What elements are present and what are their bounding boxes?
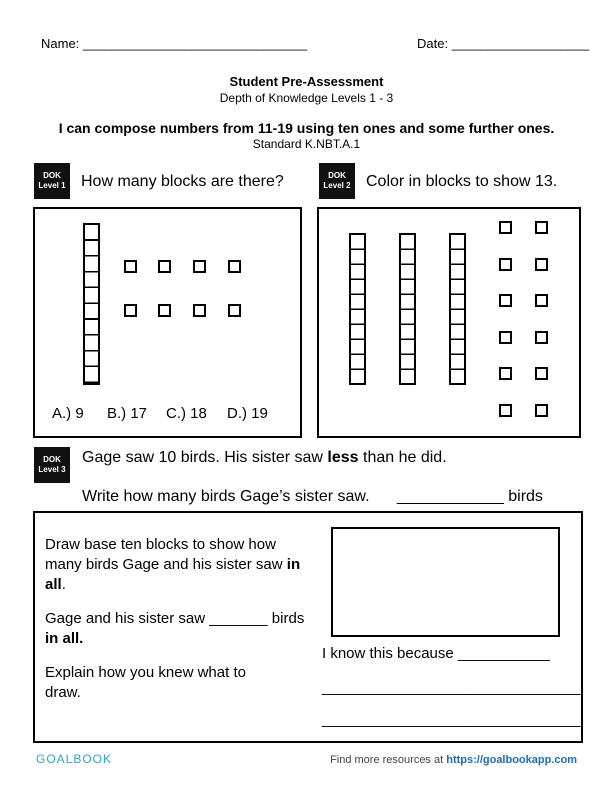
one-block[interactable] bbox=[499, 367, 512, 380]
birds-blank[interactable]: ____________ bbox=[397, 488, 504, 505]
total-sentence: Gage and his sister saw _______ birds in all. bbox=[45, 610, 305, 647]
name-line bbox=[41, 36, 307, 51]
ten-rod[interactable] bbox=[399, 233, 416, 385]
q2-panel bbox=[317, 207, 581, 438]
draw-instructions: Draw base ten blocks to show how many birds Gage and his sister saw in all. bbox=[45, 536, 301, 593]
one-block[interactable] bbox=[499, 294, 512, 307]
one-block[interactable] bbox=[499, 221, 512, 234]
know-because-line[interactable]: I know this because ___________ bbox=[322, 645, 550, 662]
dok-level-2-badge: DOK Level 2 bbox=[319, 163, 355, 199]
one-block[interactable] bbox=[535, 221, 548, 234]
less-emphasis: less bbox=[327, 449, 359, 466]
one-block[interactable] bbox=[499, 404, 512, 417]
choice-a[interactable]: A.) 9 bbox=[52, 405, 84, 422]
drawing-box[interactable] bbox=[331, 527, 560, 637]
footer-link[interactable]: https://goalbookapp.com bbox=[446, 754, 577, 766]
q1-prompt: How many blocks are there? bbox=[81, 173, 284, 190]
footer-text: Find more resources at https://goalbookapp.com bbox=[330, 754, 577, 766]
q3-write-line: Write how many birds Gage’s sister saw. bbox=[82, 488, 370, 505]
answer-line-2[interactable]: _______________________________ bbox=[322, 711, 581, 728]
name-blank[interactable]: _______________________________ bbox=[82, 36, 308, 51]
dok-level-1-badge: DOK Level 1 bbox=[34, 163, 70, 199]
ten-rod[interactable] bbox=[449, 233, 466, 385]
date-line bbox=[417, 36, 589, 51]
date-blank[interactable]: ___________________ bbox=[451, 36, 590, 51]
date-label: Date: bbox=[417, 36, 449, 51]
page-title: Student Pre-Assessment bbox=[229, 74, 384, 89]
name-label: Name: bbox=[41, 36, 80, 51]
one-block[interactable] bbox=[535, 331, 548, 344]
one-block bbox=[193, 260, 206, 273]
explain-prompt: Explain how you knew what to draw. bbox=[45, 664, 246, 701]
one-block bbox=[158, 260, 171, 273]
one-block bbox=[124, 260, 137, 273]
q1-panel bbox=[33, 207, 302, 438]
answer-line-1[interactable]: _______________________________ bbox=[322, 679, 581, 696]
one-block bbox=[228, 304, 241, 317]
goalbook-logo: GOALBOOK bbox=[36, 752, 113, 766]
one-block bbox=[193, 304, 206, 317]
choice-b[interactable]: B.) 17 bbox=[107, 405, 148, 422]
q3-statement: Gage saw 10 birds. His sister saw less than he did. bbox=[82, 449, 447, 466]
choice-d[interactable]: D.) 19 bbox=[227, 405, 268, 422]
one-block bbox=[158, 304, 171, 317]
ten-rod[interactable] bbox=[349, 233, 366, 385]
one-block[interactable] bbox=[535, 258, 548, 271]
one-block[interactable] bbox=[535, 367, 548, 380]
ten-rod bbox=[83, 223, 100, 385]
choice-c[interactable]: C.) 18 bbox=[166, 405, 207, 422]
one-block bbox=[228, 260, 241, 273]
one-block[interactable] bbox=[499, 331, 512, 344]
page-subtitle: Depth of Knowledge Levels 1 - 3 bbox=[219, 91, 394, 105]
q3-panel bbox=[33, 511, 583, 743]
one-block[interactable] bbox=[535, 294, 548, 307]
dok-level-3-badge: DOK Level 3 bbox=[34, 447, 70, 483]
one-block[interactable] bbox=[499, 258, 512, 271]
birds-answer-line: ____________ birds bbox=[397, 488, 543, 505]
q2-prompt: Color in blocks to show 13. bbox=[366, 173, 558, 190]
one-block bbox=[124, 304, 137, 317]
standard: Standard K.NBT.A.1 bbox=[252, 137, 361, 151]
one-block[interactable] bbox=[535, 404, 548, 417]
objective: I can compose numbers from 11-19 using ten ones and some further ones. bbox=[58, 120, 555, 136]
